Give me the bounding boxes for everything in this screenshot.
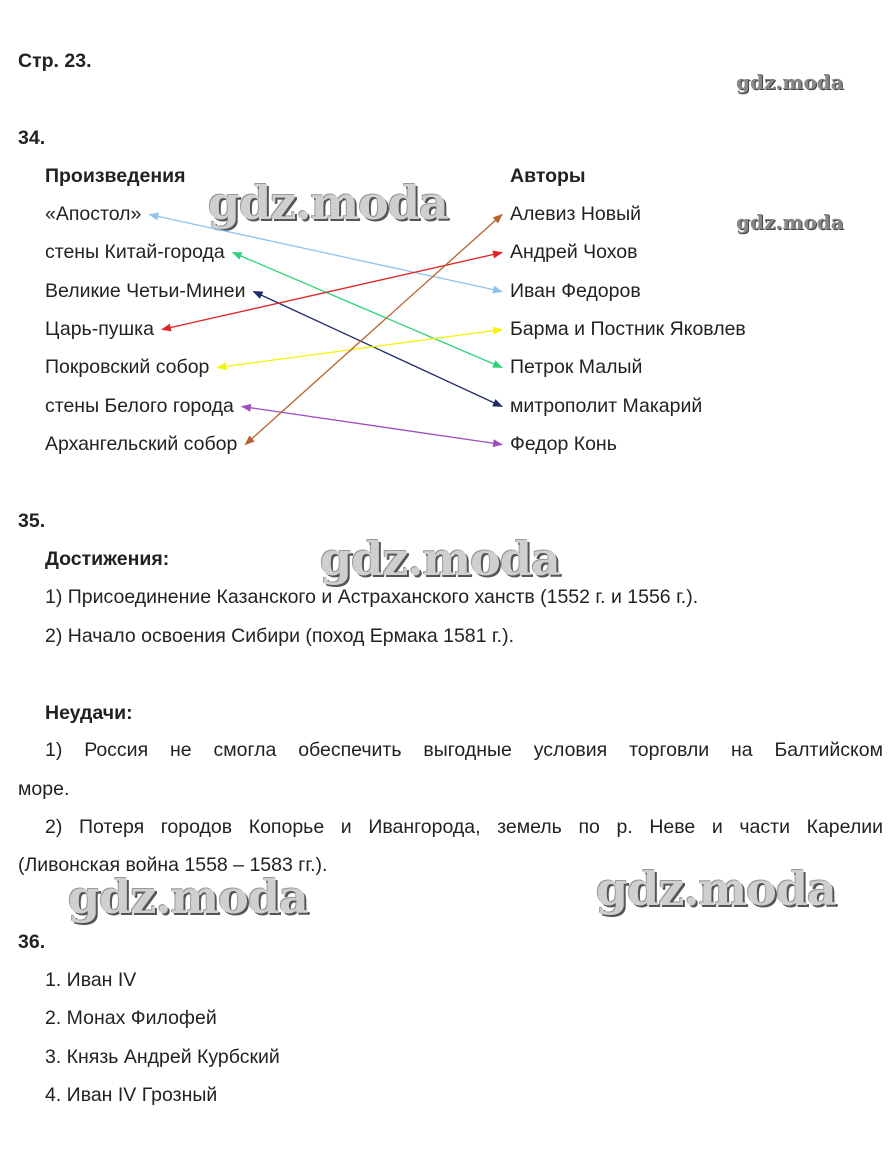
failures-header: Неудачи: [45,702,133,724]
author-item: Петрок Малый [510,356,643,378]
work-item: Царь-пушка [45,318,154,340]
task-number: 34. [18,127,46,149]
author-item: Иван Федоров [510,280,641,302]
work-item: «Апостол» [45,203,142,225]
page-label: Стр. 23. [18,50,92,72]
achievement-item: 1) Присоединение Казанского и Астраханского ханств (1552 г. и 1556 г.). [45,586,699,608]
watermark: gdz.moda [208,176,448,230]
author-item: Барма и Постник Яковлев [510,318,746,340]
failure-item-line: 2) Потеря городов Копорье и Ивангорода, земель по р. Неве и части Карелии [45,816,883,838]
author-item: Андрей Чохов [510,241,638,263]
matching-arrow [253,292,502,407]
task-number: 36. [18,931,46,953]
answer-item: 4. Иван IV Грозный [45,1084,218,1106]
watermark: gdz.moda [736,70,844,94]
failure-item-line: море. [18,778,70,800]
achievements-header: Достижения: [45,548,170,570]
answer-item: 1. Иван IV [45,969,137,991]
achievement-item: 2) Начало освоения Сибири (поход Ермака 1581 г.). [45,625,514,647]
failure-item-line: (Ливонская война 1558 – 1583 гг.). [18,854,328,876]
watermark: gdz.moda [68,870,308,924]
work-item: Великие Четьи-Минеи [45,280,246,302]
answer-item: 3. Князь Андрей Курбский [45,1046,280,1068]
work-item: Покровский собор [45,356,210,378]
matching-arrow [245,215,502,445]
answer-item: 2. Монах Филофей [45,1007,217,1029]
work-item: стены Белого города [45,395,234,417]
matching-arrow [162,253,502,330]
matching-arrow [217,330,502,368]
author-item: Алевиз Новый [510,203,642,225]
work-item: Архангельский собор [45,433,238,455]
watermark: gdz.moda [736,210,844,234]
matching-arrow [149,215,502,292]
works-header: Произведения [45,165,186,187]
matching-arrow [233,253,502,368]
failure-item-line: 1) Россия не смогла обеспечить выгодные условия торговли на Балтийском [45,739,883,761]
work-item: стены Китай-города [45,241,225,263]
task-number: 35. [18,510,46,532]
author-item: Федор Конь [510,433,617,455]
author-item: митрополит Макарий [510,395,703,417]
authors-header: Авторы [510,165,586,187]
watermark: gdz.moda [596,862,836,916]
watermark: gdz.moda [320,532,560,586]
